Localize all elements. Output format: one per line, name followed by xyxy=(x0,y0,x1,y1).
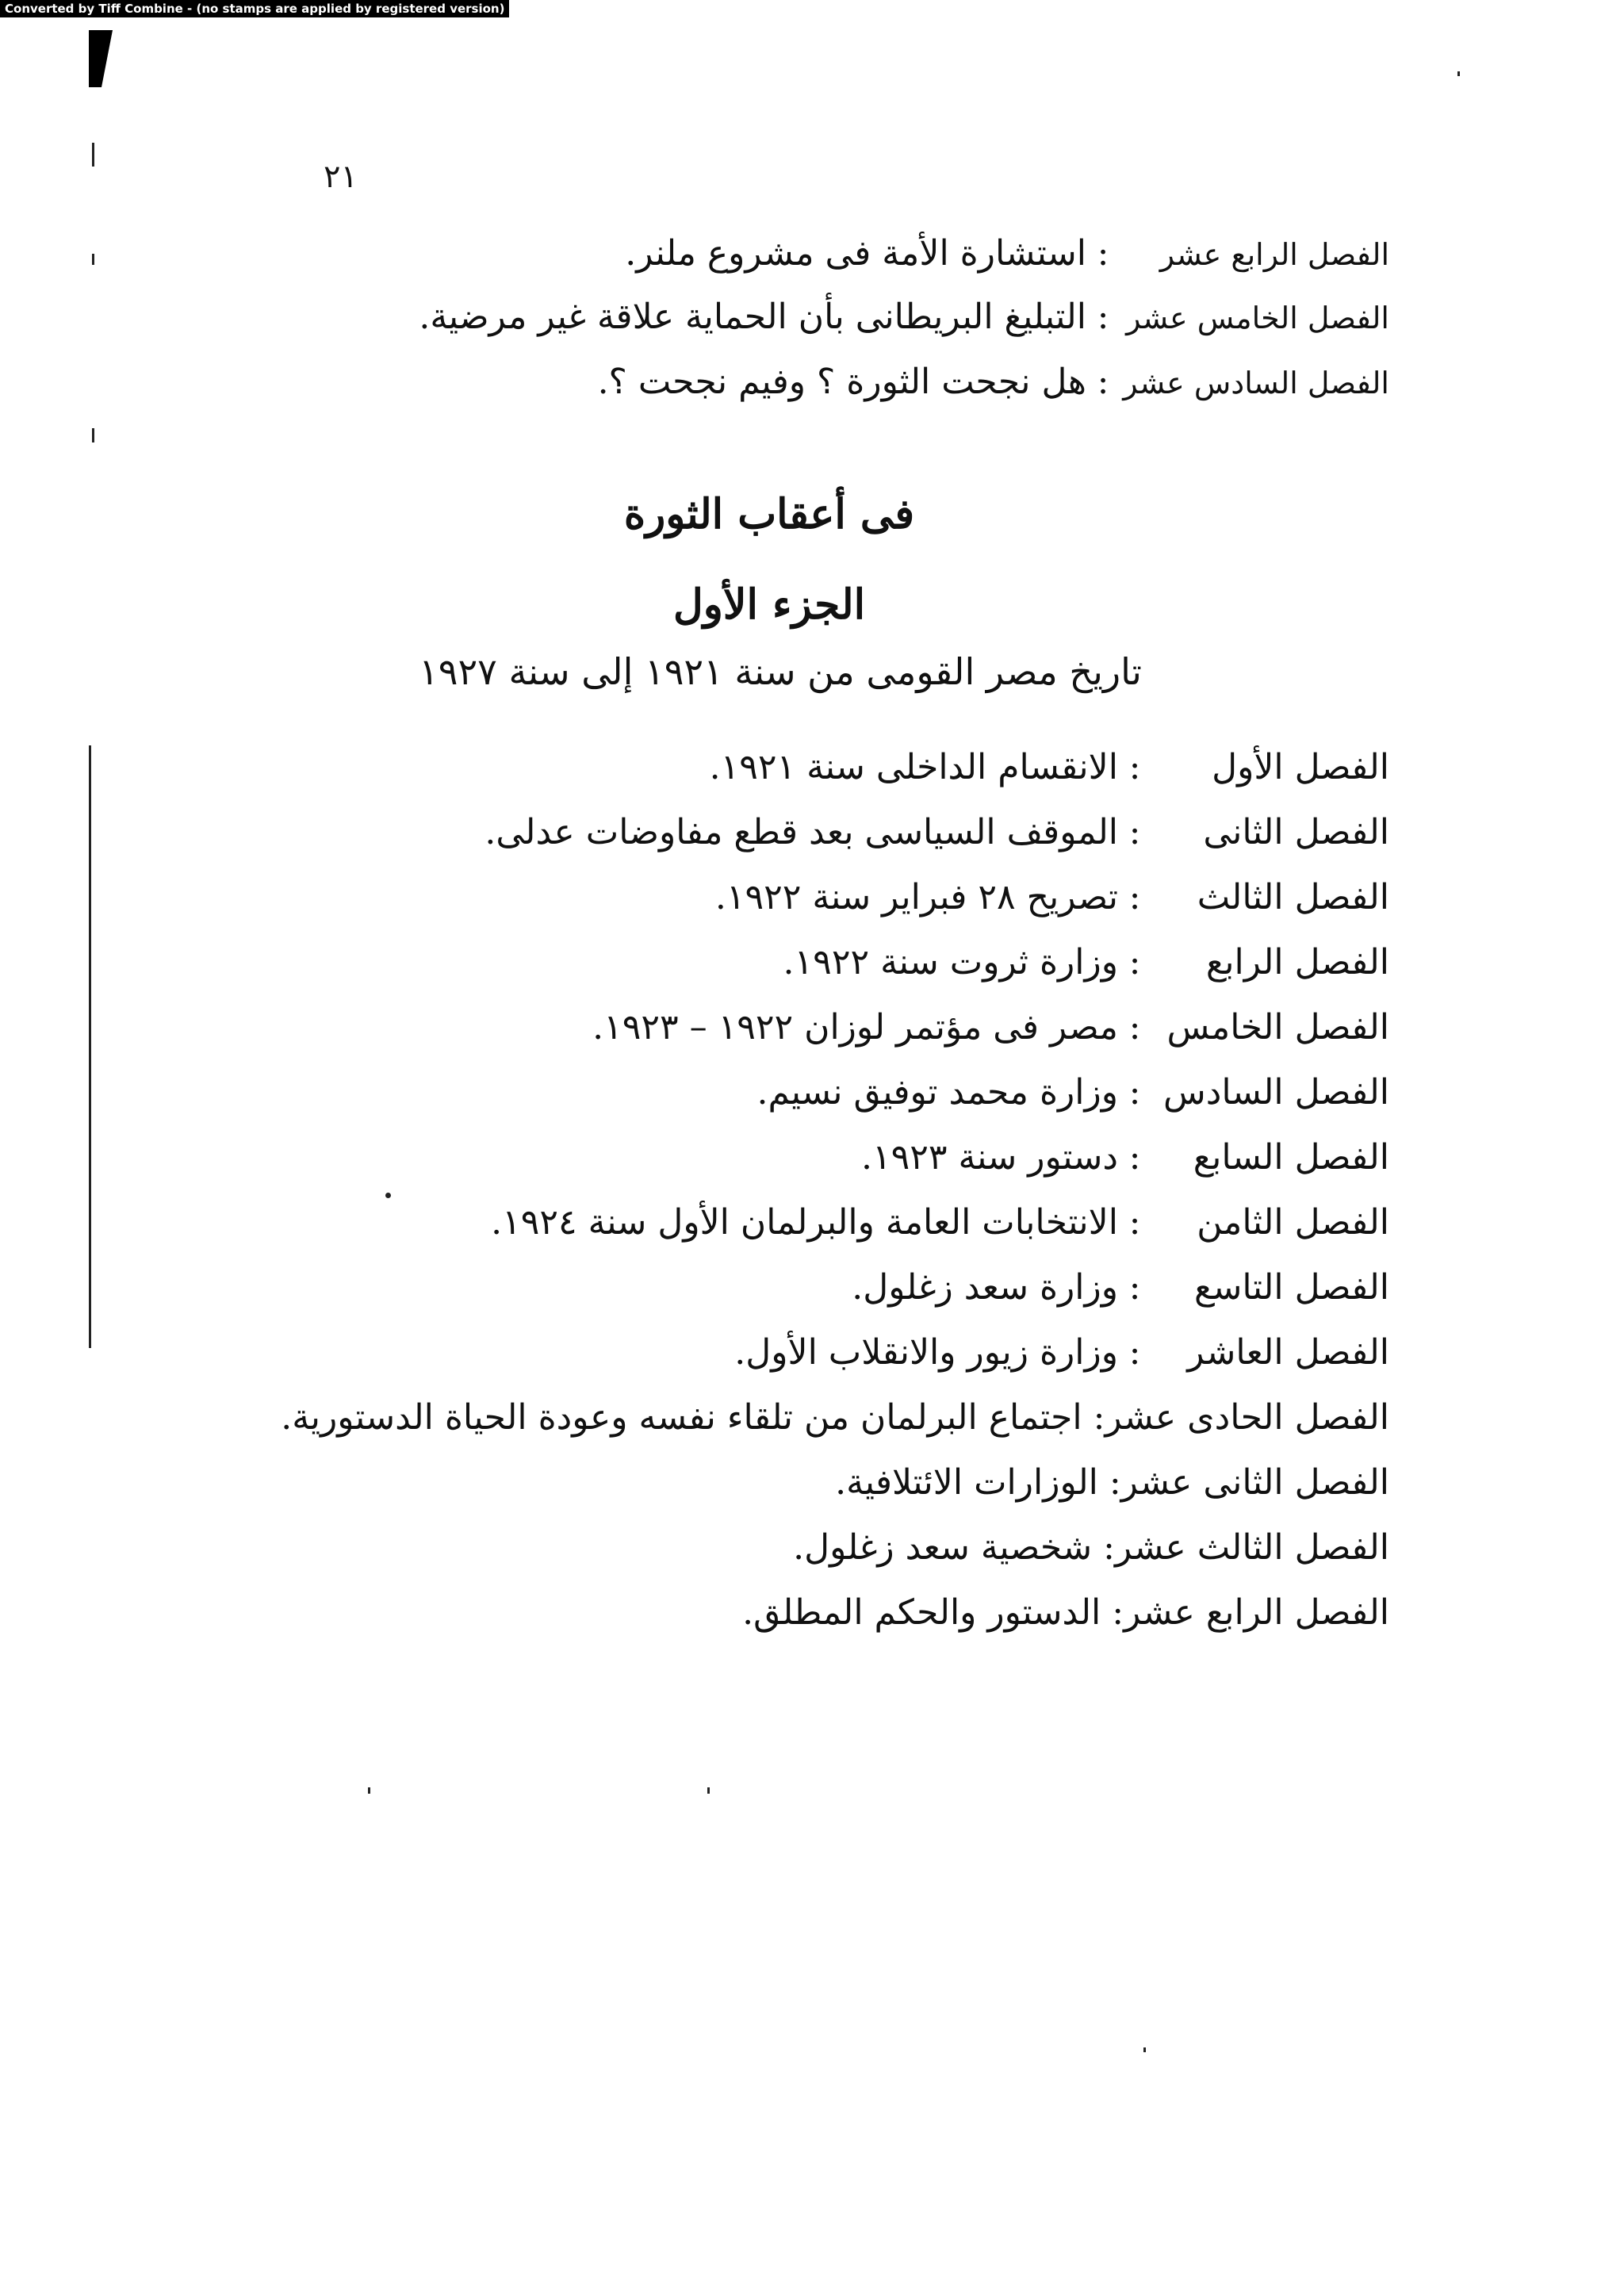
toc-entry xyxy=(715,874,1389,921)
chapter-label: الفصل الثانى عشر xyxy=(1120,1462,1389,1503)
chapter-label: الفصل الثامن xyxy=(1197,1202,1389,1243)
toc-entry xyxy=(419,293,1389,342)
toc-entry xyxy=(598,358,1389,407)
part-subtitle: تاريخ مصر القومى من سنة ١٩٢١ إلى سنة ١٩٢٧ xyxy=(419,650,1142,693)
separator: : xyxy=(1092,1527,1115,1568)
chapter-label: الفصل الثانى xyxy=(1203,812,1389,852)
chapter-label: الفصل الأول xyxy=(1212,747,1389,787)
chapter-title: وزارة محمد توفيق نسيم. xyxy=(756,1072,1118,1113)
chapter-label: الفصل الخامس xyxy=(1166,1007,1389,1048)
chapter-title: مصر فى مؤتمر لوزان ١٩٢٢ – ١٩٢٣. xyxy=(592,1007,1118,1048)
separator: : xyxy=(1128,1137,1141,1178)
chapter-title: التبليغ البريطانى بأن الحماية علاقة غير مرضية. xyxy=(419,297,1086,337)
page-number: ٢١ xyxy=(324,159,358,195)
chapter-label: الفصل الرابع xyxy=(1205,942,1389,982)
toc-entry xyxy=(793,1524,1389,1572)
toc-entry xyxy=(756,1069,1389,1117)
converter-banner: Converted by Tiff Combine - (no stamps are applied by registered version) xyxy=(0,0,509,17)
chapter-label: الفصل التاسع xyxy=(1194,1267,1389,1308)
chapter-title: هل نجحت الثورة ؟ وفيم نجحت ؟. xyxy=(597,362,1086,402)
chapter-title: الوزارات الائتلافية. xyxy=(835,1462,1098,1503)
chapter-title: استشارة الأمة فى مشروع ملنر. xyxy=(625,233,1086,274)
chapter-label: الفصل العاشر xyxy=(1187,1332,1389,1373)
chapter-label: الفصل الثالث عشر xyxy=(1114,1527,1389,1568)
separator: : xyxy=(1128,747,1141,787)
chapter-label: الفصل الرابع عشر xyxy=(1159,237,1389,272)
chapter-title: الانقسام الداخلى سنة ١٩٢١. xyxy=(709,747,1118,787)
separator: : xyxy=(1097,233,1109,274)
separator: : xyxy=(1128,1332,1141,1373)
chapter-label: الفصل السابع xyxy=(1193,1137,1389,1178)
separator: : xyxy=(1128,1007,1141,1048)
separator: : xyxy=(1128,942,1141,982)
toc-entry xyxy=(281,1394,1389,1442)
chapter-title: شخصية سعد زغلول. xyxy=(793,1527,1093,1568)
chapter-title: الموقف السياسى بعد قطع مفاوضات عدلى. xyxy=(485,812,1118,852)
separator: : xyxy=(1128,812,1141,852)
separator: : xyxy=(1128,877,1141,917)
toc-entry xyxy=(710,744,1389,791)
separator: : xyxy=(1097,297,1109,337)
chapter-title: وزارة ثروت سنة ١٩٢٢. xyxy=(783,942,1118,982)
separator: : xyxy=(1128,1202,1141,1243)
toc-entry xyxy=(491,1199,1389,1247)
toc-entry xyxy=(783,939,1389,986)
chapter-label: الفصل الحادى عشر xyxy=(1105,1397,1389,1438)
toc-entry xyxy=(742,1589,1389,1637)
chapter-title: وزارة سعد زغلول. xyxy=(852,1267,1118,1308)
separator: : xyxy=(1097,1462,1121,1503)
part-title: الجزء الأول xyxy=(672,580,866,629)
separator: : xyxy=(1128,1267,1141,1308)
chapter-label: الفصل السادس xyxy=(1163,1072,1389,1113)
toc-entry xyxy=(625,230,1389,278)
chapter-title: الانتخابات العامة والبرلمان الأول سنة ١٩٢٤. xyxy=(491,1202,1118,1243)
toc-entry xyxy=(835,1459,1389,1507)
toc-entry xyxy=(861,1134,1389,1182)
chapter-label: الفصل الرابع عشر xyxy=(1124,1592,1389,1633)
toc-entry xyxy=(592,1004,1389,1051)
separator: : xyxy=(1097,362,1109,402)
separator: : xyxy=(1082,1397,1105,1438)
separator: : xyxy=(1128,1072,1141,1113)
chapter-title: الدستور والحكم المطلق. xyxy=(742,1592,1101,1633)
toc-entry xyxy=(734,1329,1389,1377)
chapter-title: دستور سنة ١٩٢٣. xyxy=(861,1137,1118,1178)
separator: : xyxy=(1101,1592,1124,1633)
toc-entry xyxy=(485,809,1389,856)
chapter-title: وزارة زيور والانقلاب الأول. xyxy=(734,1332,1118,1373)
chapter-label: الفصل الثالث xyxy=(1197,877,1389,917)
toc-entry xyxy=(852,1264,1389,1312)
chapter-label: الفصل الخامس عشر xyxy=(1126,301,1389,335)
chapter-label: الفصل السادس عشر xyxy=(1123,366,1389,400)
chapter-title: تصريح ٢٨ فبراير سنة ١٩٢٢. xyxy=(714,877,1118,917)
chapter-title: اجتماع البرلمان من تلقاء نفسه وعودة الحياة الدستورية. xyxy=(281,1397,1082,1438)
section-title: فى أعقاب الثورة xyxy=(623,490,915,538)
